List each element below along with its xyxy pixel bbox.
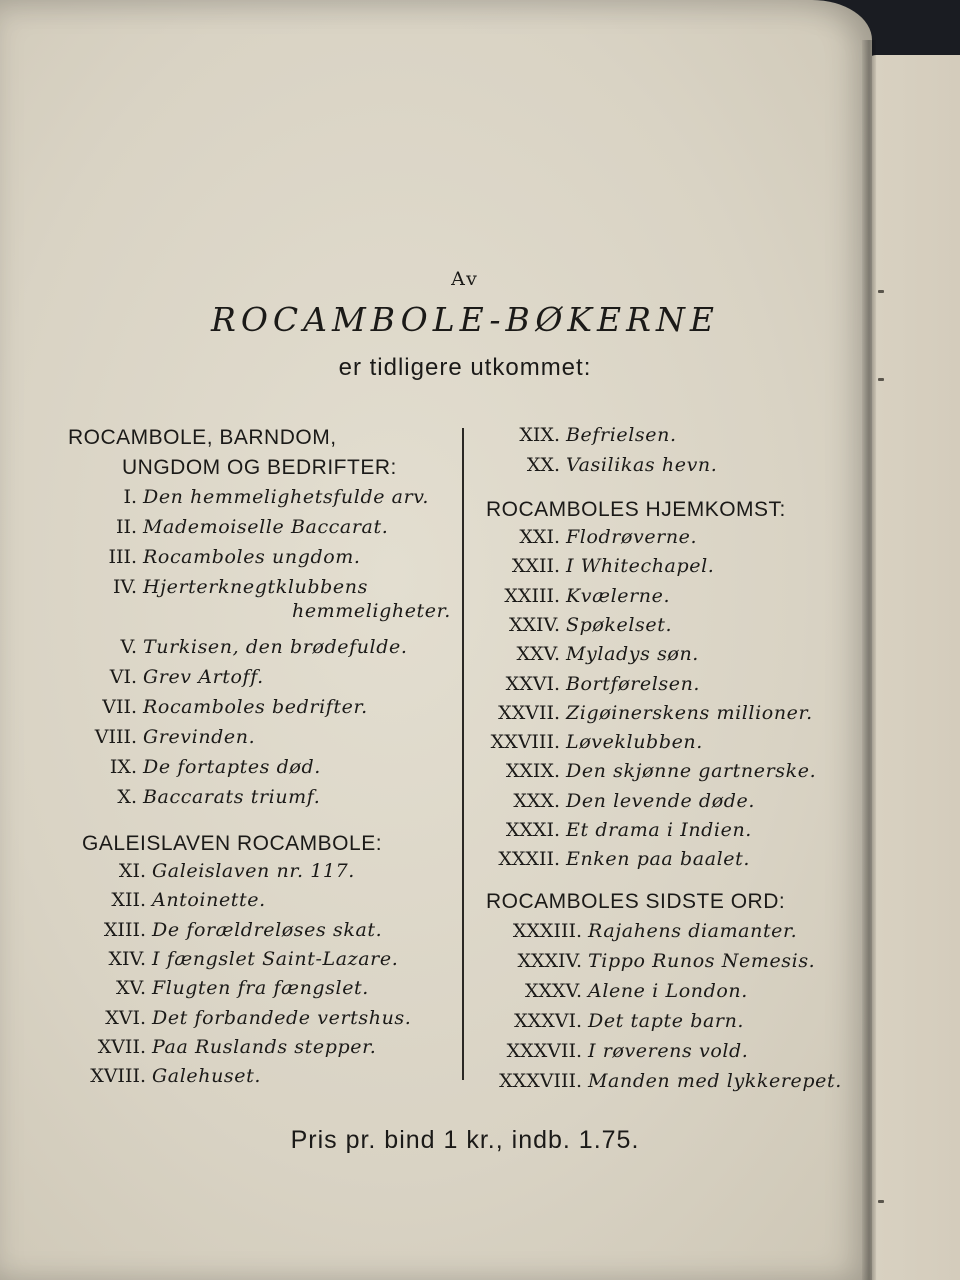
volume-number: XVIII. (90, 1065, 146, 1088)
list-item (514, 1010, 745, 1040)
list-item (498, 701, 813, 732)
volume-title: Tippo Runos Nemesis. (588, 950, 816, 972)
column-divider (462, 428, 464, 1080)
volume-title: Hjerterknegtklubbens (143, 576, 368, 598)
volume-title: Den skjønne gartnerske. (566, 760, 817, 783)
volume-title: Kvælerne. (566, 584, 671, 607)
volume-number: XXXV. (524, 980, 582, 1002)
list-item (109, 666, 264, 696)
list-item (111, 889, 266, 919)
list-item (517, 950, 816, 980)
page-title: ROCAMBOLE-BØKERNE (211, 300, 719, 339)
list-item (524, 980, 748, 1010)
binding-stitch (878, 378, 884, 381)
volume-title: Zigøinerskens millioner. (566, 701, 813, 724)
volume-title: Befrielsen. (566, 424, 677, 446)
volume-title: Det tapte barn. (588, 1010, 745, 1032)
list-item (504, 584, 671, 615)
volume-number: XXIX. (505, 760, 560, 783)
list-item (118, 860, 355, 890)
volume-title: I fængslet Saint-Lazare. (152, 947, 399, 970)
volume-number: XV. (116, 977, 146, 1000)
volume-title: De forældreløses skat. (152, 918, 383, 941)
volume-number: VII. (102, 696, 137, 718)
volume-title: Vasilikas hevn. (566, 454, 718, 476)
volume-title: Alene i London. (588, 980, 748, 1002)
volume-number: XXXVII. (506, 1040, 582, 1062)
volume-number: XXXIII. (512, 920, 582, 942)
list-item (108, 546, 361, 576)
list-item (505, 819, 752, 849)
volume-number: XXVIII. (490, 731, 560, 754)
list-item (519, 526, 698, 556)
list-item (103, 918, 383, 949)
volume-number: XXIV. (509, 613, 560, 636)
list-item (117, 786, 321, 816)
list-item (90, 1065, 261, 1095)
list-item (499, 1070, 842, 1100)
volume-number: XX. (526, 454, 560, 476)
volume-title: Grevinden. (143, 726, 256, 748)
series-heading-2: GALEISLAVEN ROCAMBOLE: (82, 832, 383, 855)
volume-number: XXVII. (498, 701, 560, 724)
list-item (519, 424, 677, 454)
volume-title: Den levende døde. (566, 789, 755, 812)
volume-title: Den hemmelighetsfulde arv. (143, 486, 430, 508)
list-item (116, 977, 369, 1007)
next-page-edge (866, 55, 960, 1280)
volume-title: De fortaptes død. (143, 756, 321, 778)
volume-title: I Whitechapel. (566, 555, 715, 578)
volume-title: Enken paa baalet. (566, 848, 751, 871)
list-item (108, 947, 399, 978)
volume-title: Løveklubben. (566, 731, 703, 754)
volume-number: XXXII. (498, 848, 560, 871)
volume-number: IV. (113, 576, 137, 598)
list-item (120, 636, 408, 666)
volume-number: IX. (109, 756, 137, 778)
volume-title: Baccarats triumf. (143, 786, 321, 808)
volume-number: XXII. (511, 555, 560, 578)
volume-number: XI. (118, 860, 146, 882)
series-heading-4: ROCAMBOLES SIDSTE ORD: (486, 890, 786, 913)
volume-title: Spøkelset. (566, 613, 673, 636)
page-subtitle: er tidligere utkommet: (338, 354, 592, 381)
list-item (526, 454, 718, 484)
list-item (516, 643, 699, 673)
volume-title: Rocamboles bedrifter. (143, 696, 368, 718)
volume-number: XXXVI. (514, 1010, 582, 1032)
heading-av: Av (451, 268, 479, 290)
volume-number: XXIII. (504, 584, 560, 607)
volume-number: VI. (109, 666, 137, 688)
volume-number: XIII. (103, 918, 146, 941)
series-heading-3: ROCAMBOLES HJEMKOMST: (486, 498, 786, 521)
series-heading-1b: UNGDOM OG BEDRIFTER: (122, 456, 397, 479)
volume-title: Rocamboles ungdom. (143, 546, 361, 568)
volume-title: Manden med lykkerepet. (588, 1070, 842, 1092)
volume-number: XXV. (516, 643, 560, 666)
volume-title: Flodrøverne. (566, 526, 698, 548)
volume-number: X. (117, 786, 137, 808)
list-item (505, 760, 817, 790)
volume-number: VIII. (94, 726, 137, 748)
binding-stitch (878, 290, 884, 293)
volume-title: Et drama i Indien. (566, 819, 752, 841)
series-heading-1a: ROCAMBOLE, BARNDOM, (68, 426, 337, 449)
list-item (115, 516, 389, 546)
list-item (94, 726, 256, 756)
list-item (123, 486, 430, 516)
volume-number: XXVI. (505, 672, 560, 695)
list-item (498, 848, 751, 878)
volume-title: Mademoiselle Baccarat. (143, 516, 389, 538)
list-item (509, 613, 673, 644)
volume-number: XII. (111, 889, 146, 912)
volume-number: XXXI. (505, 819, 560, 841)
volume-title: Turkisen, den brødefulde. (143, 636, 408, 658)
list-item (512, 920, 798, 950)
list-item-continuation: hemmeligheter. (292, 600, 451, 622)
list-item (490, 731, 703, 761)
volume-number: XXI. (519, 526, 560, 548)
list-item (109, 756, 321, 786)
volume-number: XVI. (105, 1006, 146, 1029)
volume-title: Bortførelsen. (566, 672, 701, 695)
volume-number: XIV. (108, 947, 146, 970)
volume-title: I røverens vold. (588, 1040, 749, 1062)
volume-number: II. (115, 516, 137, 538)
list-item (511, 555, 715, 585)
list-item (513, 789, 755, 820)
list-item (105, 1006, 412, 1037)
volume-title: Grev Artoff. (143, 666, 264, 688)
volume-title: Flugten fra fængslet. (152, 977, 369, 1000)
volume-number: XXX. (513, 789, 560, 812)
volume-number: III. (108, 546, 137, 568)
volume-number: I. (123, 486, 137, 508)
price-line: Pris pr. bind 1 kr., indb. 1.75. (290, 1126, 640, 1154)
volume-number: XIX. (519, 424, 560, 446)
book-gutter (862, 40, 876, 1280)
volume-number: V. (120, 636, 137, 658)
list-item (102, 696, 368, 726)
volume-number: XVII. (97, 1035, 146, 1058)
list-item (97, 1035, 377, 1066)
volume-title: Galehuset. (152, 1065, 261, 1088)
volume-title: Myladys søn. (566, 643, 699, 666)
volume-title: Paa Ruslands stepper. (152, 1035, 377, 1058)
volume-number: XXXIV. (517, 950, 582, 972)
list-item (505, 672, 701, 703)
volume-title: Det forbandede vertshus. (152, 1006, 412, 1029)
volume-title: Galeislaven nr. 117. (152, 860, 355, 882)
volume-number: XXXVIII. (499, 1070, 582, 1092)
volume-title: Antoinette. (152, 889, 266, 912)
binding-stitch (878, 1200, 884, 1203)
volume-title: Rajahens diamanter. (588, 920, 798, 942)
list-item (506, 1040, 749, 1070)
